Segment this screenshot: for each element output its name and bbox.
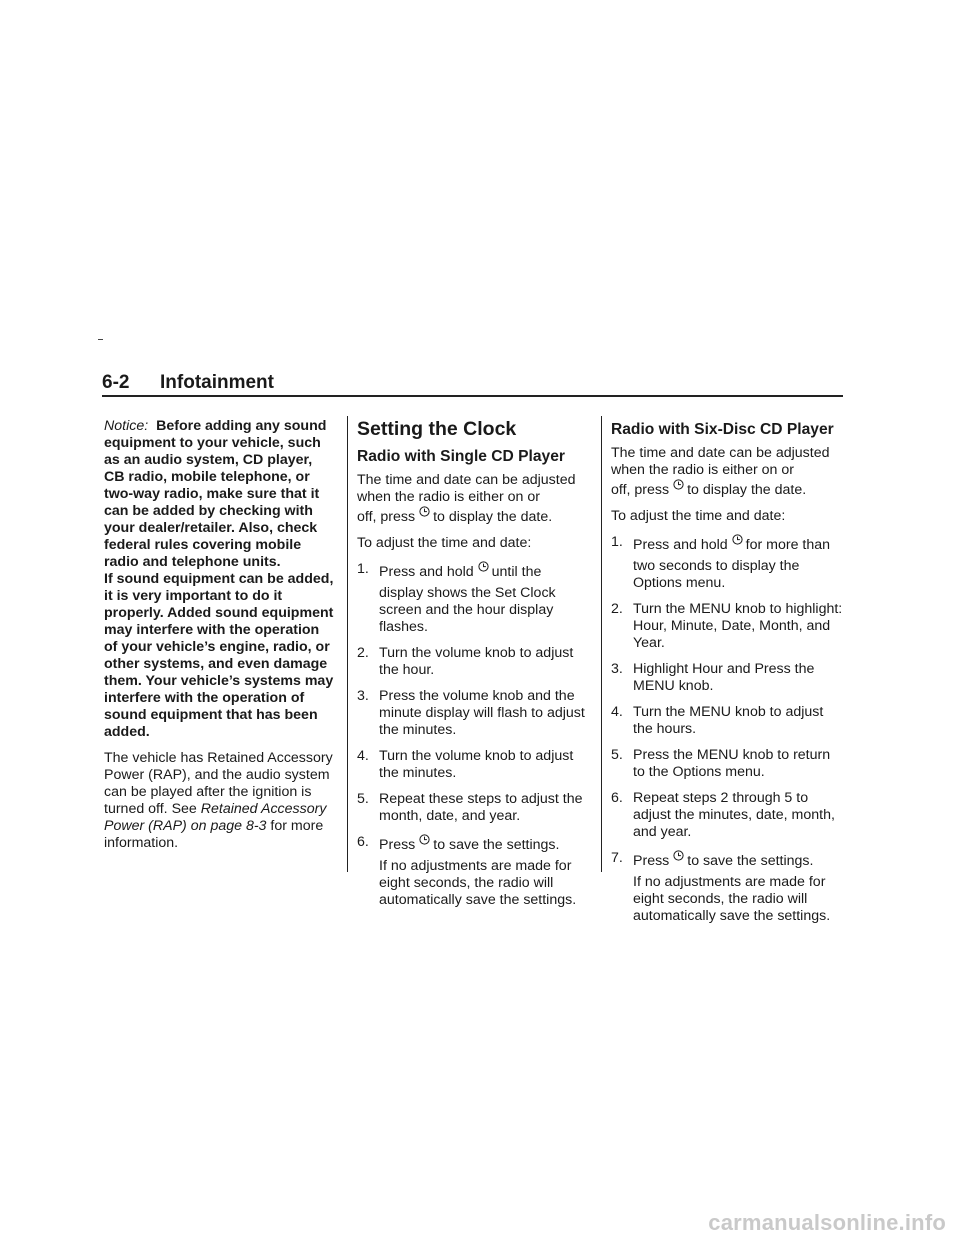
clock-icon (478, 561, 489, 572)
step-item (611, 850, 845, 925)
single-cd-steps (357, 561, 587, 909)
step-text: Press (379, 837, 416, 853)
step-number: 1. (611, 534, 623, 550)
column-divider (601, 416, 602, 872)
step-item (611, 601, 845, 652)
step-item (611, 534, 845, 592)
notice-text: Before adding any sound equipment to your vehicle, such as an audio system, CD player, CB radio, mobile telephone, or two-way radio, make sure that it can be added by checking with your dealer/retailer. Also, check federal rules covering mobile radio and telephone units. (104, 418, 327, 570)
step-text: Turn the MENU knob to highlight: Hour, Minute, Date, Month, and Year. (633, 601, 843, 651)
step-item (611, 661, 845, 695)
rap-text: The vehicle has Retained Accessory Power (RAP), and the audio system can be played after the ignition is turned off. See (104, 750, 333, 817)
step-text: to save the settings. (433, 837, 560, 853)
step-text: until the (491, 564, 542, 580)
step-text: Turn the volume knob to adjust the hour. (379, 645, 574, 678)
page-header (102, 372, 843, 397)
column-divider (347, 416, 348, 872)
step-number: 6. (357, 834, 369, 850)
step-text: Press the MENU knob to return to the Options menu. (633, 747, 831, 780)
step-text: Repeat these steps to adjust the month, date, and year. (379, 791, 583, 824)
clock-icon (732, 534, 743, 545)
step-continuation: If no adjustments are made for eight seconds, the radio will automatically save the settings. (379, 858, 577, 908)
step-item (357, 645, 587, 679)
step-text: Press and hold (379, 564, 474, 580)
step-item (357, 748, 587, 782)
section-title: Infotainment (160, 372, 274, 393)
intro-paragraph (357, 472, 587, 526)
intro-text: to display the date. (687, 482, 807, 498)
adjust-heading: To adjust the time and date: (611, 508, 786, 524)
step-number: 4. (357, 748, 369, 764)
step-text: Press (633, 853, 670, 869)
step-number: 3. (357, 688, 369, 704)
step-text: Repeat steps 2 through 5 to adjust the minutes, date, month, and year. (633, 790, 835, 840)
step-item (357, 791, 587, 825)
intro-text: The time and date can be adjusted when the radio is either on or (611, 445, 830, 478)
step-text: Highlight Hour and Press the MENU knob. (633, 661, 815, 694)
step-text: Press the volume knob and the minute display will flash to adjust the minutes. (379, 688, 585, 738)
step-number: 3. (611, 661, 623, 677)
step-number: 5. (611, 747, 623, 763)
step-item (611, 747, 845, 781)
intro-text: off, press (357, 509, 416, 525)
column-single-cd (357, 418, 587, 918)
crop-mark (98, 339, 103, 340)
intro-text: The time and date can be adjusted when the radio is either on or (357, 472, 576, 505)
column-notice (104, 418, 336, 861)
step-continuation: two seconds to display the Options menu. (633, 558, 800, 591)
section-heading: Setting the Clock (357, 418, 517, 440)
clock-icon (419, 834, 430, 845)
column-six-disc (611, 418, 845, 934)
clock-icon (673, 850, 684, 861)
step-text: Turn the volume knob to adjust the minutes. (379, 748, 574, 781)
adjust-heading: To adjust the time and date: (357, 535, 532, 551)
step-continuation: display shows the Set Clock screen and the hour display flashes. (379, 585, 556, 635)
intro-text: to display the date. (433, 509, 553, 525)
step-item (357, 688, 587, 739)
step-item (357, 834, 587, 909)
single-cd-heading: Radio with Single CD Player (357, 448, 565, 465)
step-number: 7. (611, 850, 623, 866)
intro-paragraph (611, 445, 845, 499)
step-item (611, 790, 845, 841)
step-number: 4. (611, 704, 623, 720)
step-number: 6. (611, 790, 623, 806)
clock-icon (419, 506, 430, 517)
step-item (357, 561, 587, 636)
step-number: 2. (611, 601, 623, 617)
page-number: 6-2 (102, 372, 130, 393)
notice-text-2: If sound equipment can be added, it is very important to do it properly. Added sound equipment may interfere with the operation of your vehicle’s engine, radio, or other systems, and even damage them. Your vehicle’s systems may interfere with the operation of sound equipment that has been added. (104, 571, 334, 740)
rap-text-end: for more information. (104, 818, 324, 851)
six-disc-heading: Radio with Six-Disc CD Player (611, 421, 834, 438)
step-number: 2. (357, 645, 369, 661)
clock-icon (673, 479, 684, 490)
step-text: Turn the MENU knob to adjust the hours. (633, 704, 824, 737)
step-number: 1. (357, 561, 369, 577)
step-continuation: If no adjustments are made for eight seconds, the radio will automatically save the settings. (633, 874, 831, 924)
step-text: for more than (745, 537, 831, 553)
rap-paragraph (104, 750, 336, 852)
step-text: to save the settings. (687, 853, 814, 869)
step-number: 5. (357, 791, 369, 807)
notice-label: Notice: (104, 418, 149, 434)
watermark: carmanualsonline.info (708, 1210, 946, 1235)
step-item (611, 704, 845, 738)
rap-page-reference[interactable]: Retained Accessory Power (RAP) on page 8-3 (104, 801, 327, 834)
notice-paragraph (104, 418, 336, 741)
six-disc-steps (611, 534, 845, 925)
step-text: Press and hold (633, 537, 728, 553)
intro-text: off, press (611, 482, 670, 498)
